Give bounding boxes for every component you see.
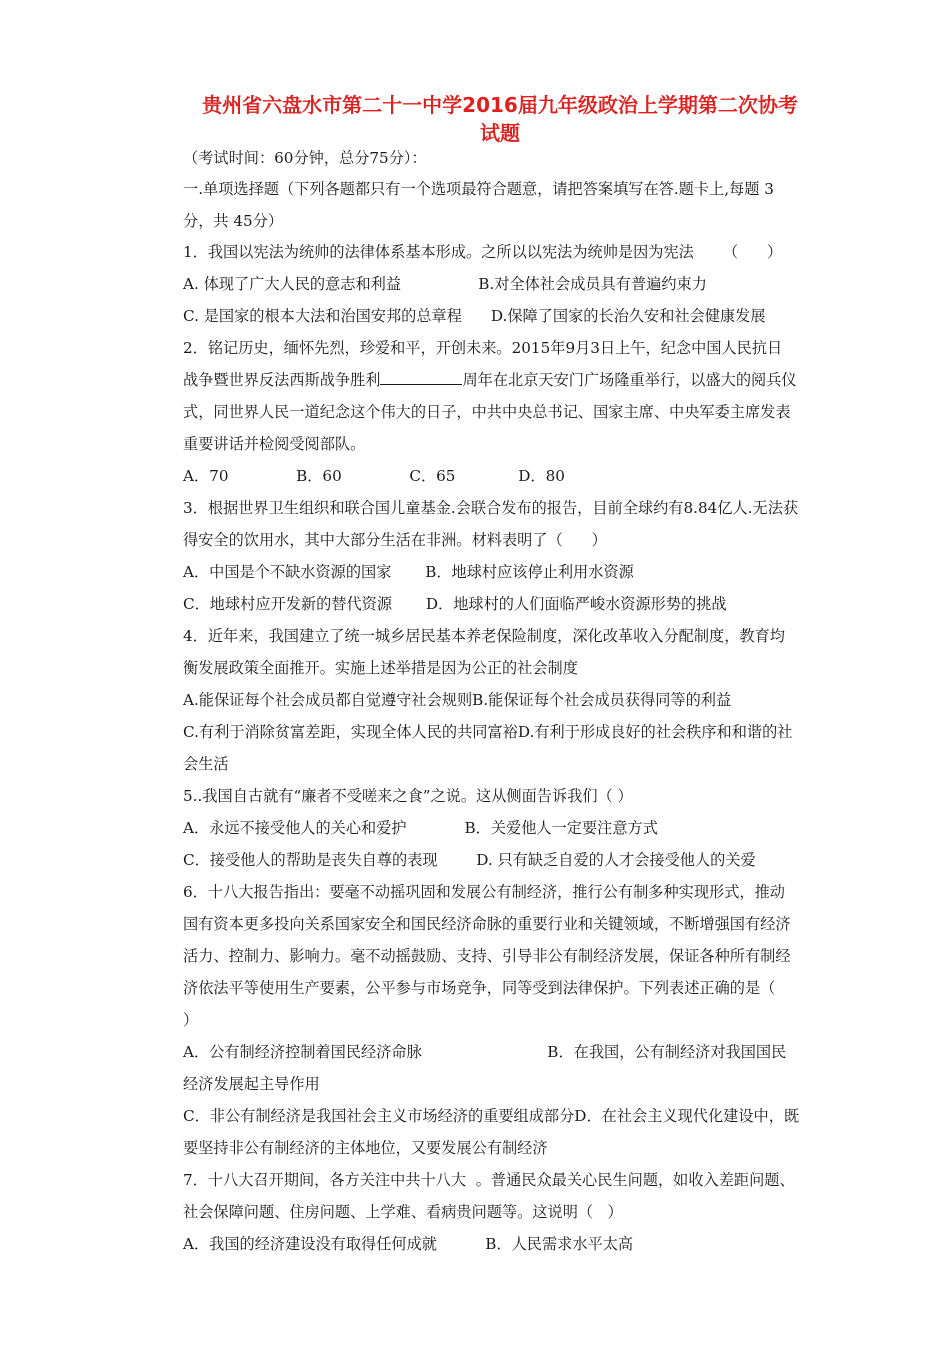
- document-title-line-2: 试题: [480, 121, 520, 145]
- question-5-stem: 5..我国自古就有“廉者不受嗟来之食”之说。这从侧面告诉我们（ ）: [183, 787, 633, 805]
- question-2-stem-part-2: 周年在北京天安门广场隆重举行，以盛大的阅兵仪: [462, 371, 797, 389]
- question-7-options-ab: A．我国的经济建设没有取得任何成就 B．人民需求水平太高: [183, 1235, 634, 1253]
- question-6-options-ab: A．公有制经济控制着国民经济命脉 B．在我国，公有制经济对我国国民: [183, 1043, 787, 1061]
- question-4-stem-line-2: 衡发展政策全面推开。实施上述举措是因为公正的社会制度: [183, 659, 578, 677]
- question-2-stem-line-1: 2．铭记历史，缅怀先烈，珍爱和平，开创未来。2015年9月3日上午，纪念中国人民抗日: [183, 339, 783, 357]
- question-6-options-cd: C．非公有制经济是我国社会主义市场经济的重要组成部分D．在社会主义现代化建设中，既: [183, 1107, 800, 1125]
- question-2-stem-line-2: [183, 369, 797, 391]
- question-3-stem-line-2: 得安全的饮用水，其中大部分生活在非洲。材料表明了（ ）: [183, 531, 607, 549]
- question-5-options-cd: C．接受他人的帮助是丧失自尊的表现 D. 只有缺乏自爱的人才会接受他人的关爱: [183, 851, 756, 869]
- question-2-stem-part-1: 战争暨世界反法西斯战争胜利: [183, 371, 381, 389]
- question-4-options-ab: A.能保证每个社会成员都自觉遵守社会规则B.能保证每个社会成员获得同等的利益: [183, 691, 732, 709]
- question-4-stem-line-1: 4．近年来，我国建立了统一城乡居民基本养老保险制度，深化改革收入分配制度，教育均: [183, 627, 785, 645]
- question-2-stem-line-3: 式，同世界人民一道纪念这个伟大的日子，中共中央总书记、国家主席、中央军委主席发表: [183, 403, 791, 421]
- question-7-stem-line-2: 社会保障问题、住房问题、上学难、看病贵问题等。这说明（ ）: [183, 1203, 623, 1221]
- question-6-stem-line-2: 国有资本更多投向关系国家安全和国民经济命脉的重要行业和关键领域，不断增强国有经济: [183, 915, 791, 933]
- question-5-options-ab: A．永远不接受他人的关心和爱护 B．关爱他人一定要注意方式: [183, 819, 658, 837]
- section-header-line-2: 分，共 45分）: [183, 212, 284, 230]
- question-3-stem-line-1: 3．根据世界卫生组织和联合国儿童基金.会联合发布的报告，目前全球约有8.84亿人.无法获: [183, 499, 799, 517]
- question-4-options-cd-cont: 会生活: [183, 755, 229, 773]
- question-6-stem-line-5: ）: [183, 1011, 199, 1029]
- question-6-options-cd-cont: 要坚持非公有制经济的主体地位，又要发展公有制经济: [183, 1139, 548, 1157]
- question-2-stem-line-4: 重要讲话并检阅受阅部队。: [183, 435, 366, 453]
- question-6-options-ab-cont: 经济发展起主导作用: [183, 1075, 320, 1093]
- question-3-options-cd: C．地球村应开发新的替代资源 D．地球村的人们面临严峻水资源形势的挑战: [183, 595, 727, 613]
- document-title-line-1: 贵州省六盘水市第二十一中学2016届九年级政治上学期第二次协考: [202, 93, 798, 117]
- question-3-options-ab: A．中国是个不缺水资源的国家 B．地球村应该停止利用水资源: [183, 563, 634, 581]
- section-header-line-1: 一.单项选择题（下列各题都只有一个选项最符合题意，请把答案填写在答.题卡上,每题 3: [183, 180, 774, 198]
- exam-info: （考试时间：60分钟，总分75分）：: [183, 149, 427, 167]
- question-7-stem-line-1: 7．十八大召开期间，各方关注中共十八大 。普通民众最关心民生问题，如收入差距问题、: [183, 1171, 795, 1189]
- question-1-options-cd: C. 是国家的根本大法和治国安邦的总章程 D.保障了国家的长治久安和社会健康发展: [183, 307, 766, 325]
- question-6-stem-line-1: 6．十八大报告指出：要毫不动摇巩固和发展公有制经济，推行公有制多种实现形式，推动: [183, 883, 785, 901]
- question-4-options-cd: C.有利于消除贫富差距，实现全体人民的共同富裕D.有利于形成良好的社会秩序和和谐的社: [183, 723, 793, 741]
- question-6-stem-line-4: 济依法平等使用生产要素，公平参与市场竞争，同等受到法律保护。下列表述正确的是（: [183, 979, 776, 997]
- question-6-stem-line-3: 活力、控制力、影响力。毫不动摇鼓励、支持、引导非公有制经济发展，保证各种所有制经: [183, 947, 791, 965]
- question-1-options-ab: A. 体现了广大人民的意志和利益 B.对全体社会成员具有普遍约束力: [183, 275, 707, 293]
- question-2-options: A．70 B．60 C．65 D．80: [183, 467, 565, 485]
- question-1-stem: 1．我国以宪法为统帅的法律体系基本形成。之所以以宪法为统帅是因为宪法 （ ）: [183, 243, 783, 261]
- answer-blank: [380, 370, 462, 385]
